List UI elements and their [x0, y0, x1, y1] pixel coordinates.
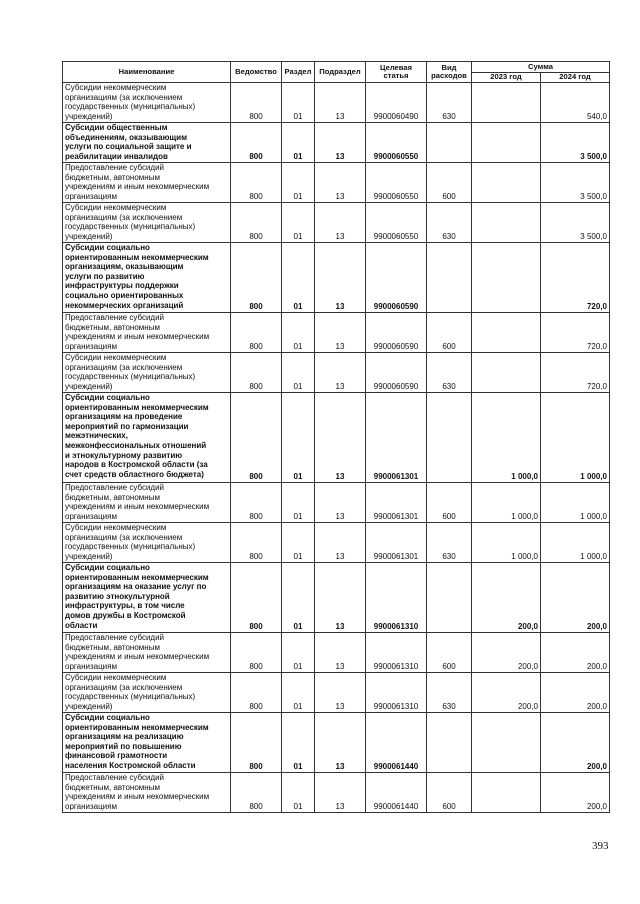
- cell-s2023: [472, 163, 541, 203]
- cell-ved: 800: [231, 243, 282, 313]
- cell-vid: 630: [427, 673, 472, 713]
- cell-vid: 630: [427, 523, 472, 563]
- cell-pod: 13: [315, 633, 366, 673]
- cell-s2023: [472, 713, 541, 773]
- cell-ved: 800: [231, 123, 282, 163]
- cell-vid: 600: [427, 773, 472, 813]
- cell-s2023: 200,0: [472, 673, 541, 713]
- cell-cel: 9900061301: [366, 483, 427, 523]
- page-number: 393: [592, 840, 609, 852]
- cell-pod: 13: [315, 483, 366, 523]
- cell-name: Субсидии некоммерческим организациям (за исключением государственных (муниципальных) учреждений): [63, 203, 231, 243]
- table-row: [63, 393, 610, 483]
- cell-name: Субсидии некоммерческим организациям (за исключением государственных (муниципальных) учреждений): [63, 83, 231, 123]
- cell-s2024: 200,0: [541, 773, 610, 813]
- cell-raz: 01: [282, 123, 315, 163]
- table-row: [63, 563, 610, 633]
- budget-table: [62, 61, 610, 813]
- cell-name: Субсидии некоммерческим организациям (за исключением государственных (муниципальных) учреждений): [63, 523, 231, 563]
- cell-name: Субсидии социально ориентированным некоммерческим организациям на проведение мероприятий по гармонизации межэтнических, межконфессиональных отношений и этнокультурному развитию народов в Костромской области (за счет средств областного бюджета): [63, 393, 231, 483]
- cell-s2023: [472, 773, 541, 813]
- cell-s2024: 1 000,0: [541, 523, 610, 563]
- cell-cel: 9900060490: [366, 83, 427, 123]
- cell-raz: 01: [282, 523, 315, 563]
- cell-s2024: 720,0: [541, 353, 610, 393]
- cell-ved: 800: [231, 83, 282, 123]
- cell-vid: 630: [427, 203, 472, 243]
- header-razdel: Раздел: [282, 62, 315, 83]
- cell-ved: 800: [231, 163, 282, 203]
- cell-name: Предоставление субсидий бюджетным, автономным учреждениям и иным некоммерческим организациям: [63, 773, 231, 813]
- cell-name: Субсидии некоммерческим организациям (за исключением государственных (муниципальных) учреждений): [63, 353, 231, 393]
- cell-raz: 01: [282, 483, 315, 523]
- cell-s2024: 720,0: [541, 243, 610, 313]
- cell-s2023: 200,0: [472, 563, 541, 633]
- cell-cel: 9900061310: [366, 633, 427, 673]
- cell-s2024: 3 500,0: [541, 163, 610, 203]
- cell-ved: 800: [231, 523, 282, 563]
- cell-pod: 13: [315, 773, 366, 813]
- cell-raz: 01: [282, 203, 315, 243]
- cell-pod: 13: [315, 83, 366, 123]
- cell-s2023: [472, 203, 541, 243]
- cell-s2023: 1 000,0: [472, 523, 541, 563]
- table-row: [63, 773, 610, 813]
- cell-s2024: 540,0: [541, 83, 610, 123]
- cell-s2024: 1 000,0: [541, 483, 610, 523]
- cell-ved: 800: [231, 673, 282, 713]
- cell-cel: 9900061301: [366, 393, 427, 483]
- cell-cel: 9900060550: [366, 203, 427, 243]
- cell-cel: 9900060590: [366, 313, 427, 353]
- cell-pod: 13: [315, 203, 366, 243]
- cell-ved: 800: [231, 713, 282, 773]
- header-podrazdel: Подраздел: [315, 62, 366, 83]
- cell-pod: 13: [315, 523, 366, 563]
- cell-pod: 13: [315, 163, 366, 203]
- cell-cel: 9900060550: [366, 123, 427, 163]
- cell-ved: 800: [231, 393, 282, 483]
- cell-s2023: [472, 313, 541, 353]
- cell-name: Субсидии социально ориентированным некоммерческим организациям на оказание услуг по развитию этнокультурной инфраструктуры, в том числе домов дружбы в Костромской области: [63, 563, 231, 633]
- cell-cel: 9900061440: [366, 773, 427, 813]
- cell-pod: 13: [315, 123, 366, 163]
- header-2023: 2023 год: [472, 73, 541, 83]
- cell-pod: 13: [315, 713, 366, 773]
- cell-s2023: [472, 83, 541, 123]
- cell-pod: 13: [315, 313, 366, 353]
- cell-ved: 800: [231, 353, 282, 393]
- cell-raz: 01: [282, 563, 315, 633]
- cell-vid: 630: [427, 353, 472, 393]
- cell-s2023: [472, 243, 541, 313]
- cell-cel: 9900060590: [366, 243, 427, 313]
- cell-pod: 13: [315, 353, 366, 393]
- header-kind: Вид расходов: [427, 62, 472, 83]
- cell-raz: 01: [282, 83, 315, 123]
- table-row: [63, 673, 610, 713]
- cell-name: Предоставление субсидий бюджетным, автономным учреждениям и иным некоммерческим организациям: [63, 313, 231, 353]
- cell-ved: 800: [231, 633, 282, 673]
- table-row: [63, 633, 610, 673]
- cell-name: Предоставление субсидий бюджетным, автономным учреждениям и иным некоммерческим организациям: [63, 163, 231, 203]
- cell-name: Предоставление субсидий бюджетным, автономным учреждениям и иным некоммерческим организациям: [63, 633, 231, 673]
- cell-s2024: 200,0: [541, 673, 610, 713]
- cell-ved: 800: [231, 563, 282, 633]
- cell-s2024: 3 500,0: [541, 203, 610, 243]
- header-name: Наименование: [63, 62, 231, 83]
- cell-vid: [427, 123, 472, 163]
- cell-s2023: 200,0: [472, 633, 541, 673]
- cell-s2023: [472, 353, 541, 393]
- cell-vid: 600: [427, 163, 472, 203]
- cell-ved: 800: [231, 313, 282, 353]
- cell-name: Субсидии социально ориентированным некоммерческим организациям, оказывающим услуги по развитию инфраструктуры поддержки социально ориентированных некоммерческих организаций: [63, 243, 231, 313]
- table-row: [63, 83, 610, 123]
- cell-pod: 13: [315, 243, 366, 313]
- cell-s2023: 1 000,0: [472, 393, 541, 483]
- cell-s2024: 720,0: [541, 313, 610, 353]
- table-row: [63, 123, 610, 163]
- header-sum: Сумма: [472, 62, 610, 73]
- cell-s2024: 3 500,0: [541, 123, 610, 163]
- cell-cel: 9900061310: [366, 563, 427, 633]
- cell-raz: 01: [282, 633, 315, 673]
- cell-ved: 800: [231, 203, 282, 243]
- header-2024: 2024 год: [541, 73, 610, 83]
- cell-s2024: 1 000,0: [541, 393, 610, 483]
- cell-vid: [427, 713, 472, 773]
- cell-s2024: 200,0: [541, 713, 610, 773]
- cell-raz: 01: [282, 163, 315, 203]
- cell-name: Субсидии социально ориентированным некоммерческим организациям на реализацию мероприятий по повышению финансовой грамотности населения Костромской области: [63, 713, 231, 773]
- table-row: [63, 163, 610, 203]
- cell-vid: 600: [427, 313, 472, 353]
- table-row: [63, 313, 610, 353]
- cell-pod: 13: [315, 563, 366, 633]
- cell-raz: 01: [282, 313, 315, 353]
- cell-name: Субсидии некоммерческим организациям (за исключением государственных (муниципальных) учреждений): [63, 673, 231, 713]
- cell-vid: [427, 393, 472, 483]
- cell-cel: 9900061301: [366, 523, 427, 563]
- cell-cel: 9900061440: [366, 713, 427, 773]
- cell-pod: 13: [315, 393, 366, 483]
- cell-ved: 800: [231, 773, 282, 813]
- cell-raz: 01: [282, 393, 315, 483]
- cell-s2023: [472, 123, 541, 163]
- cell-vid: 630: [427, 83, 472, 123]
- cell-vid: [427, 563, 472, 633]
- cell-raz: 01: [282, 353, 315, 393]
- cell-ved: 800: [231, 483, 282, 523]
- cell-s2024: 200,0: [541, 633, 610, 673]
- cell-raz: 01: [282, 673, 315, 713]
- cell-raz: 01: [282, 243, 315, 313]
- cell-vid: [427, 243, 472, 313]
- cell-cel: 9900061310: [366, 673, 427, 713]
- cell-name: Предоставление субсидий бюджетным, автономным учреждениям и иным некоммерческим организациям: [63, 483, 231, 523]
- cell-vid: 600: [427, 633, 472, 673]
- table-row: [63, 483, 610, 523]
- table-row: [63, 203, 610, 243]
- header-vedomstvo: Ведомство: [231, 62, 282, 83]
- table-row: [63, 523, 610, 563]
- cell-raz: 01: [282, 713, 315, 773]
- cell-cel: 9900060590: [366, 353, 427, 393]
- cell-raz: 01: [282, 773, 315, 813]
- cell-name: Субсидии общественным объединениям, оказывающим услуги по социальной защите и реабилитации инвалидов: [63, 123, 231, 163]
- cell-cel: 9900060550: [366, 163, 427, 203]
- table-row: [63, 243, 610, 313]
- table-row: [63, 353, 610, 393]
- header-target: Целевая статья: [366, 62, 427, 83]
- cell-s2023: 1 000,0: [472, 483, 541, 523]
- cell-s2024: 200,0: [541, 563, 610, 633]
- cell-pod: 13: [315, 673, 366, 713]
- cell-vid: 600: [427, 483, 472, 523]
- table-row: [63, 713, 610, 773]
